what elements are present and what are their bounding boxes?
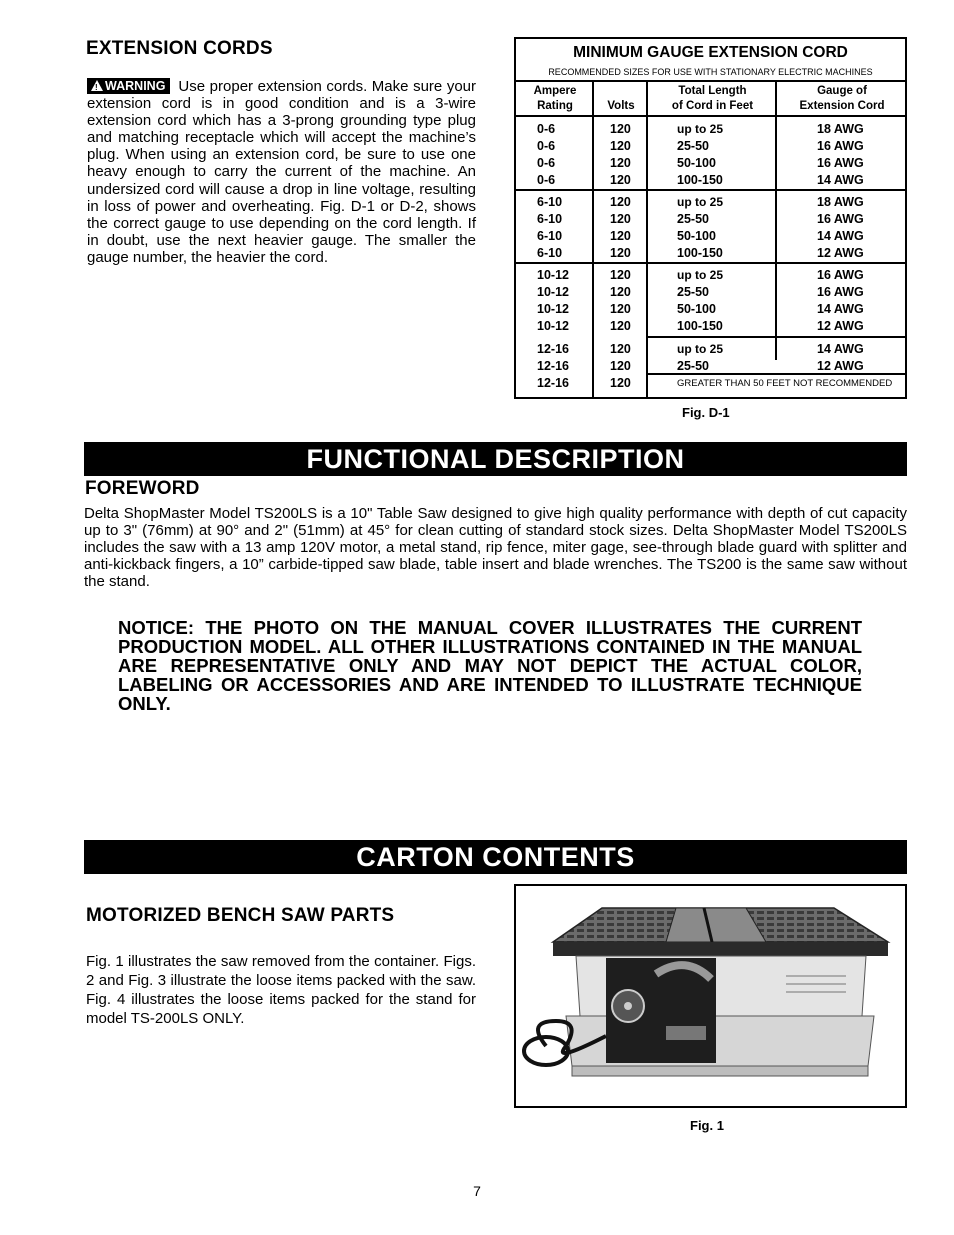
- table-divider: [516, 262, 905, 264]
- cell-volts: 120: [610, 139, 631, 154]
- table-col-divider: [646, 80, 648, 397]
- motorized-bench-saw-parts-heading: MOTORIZED BENCH SAW PARTS: [86, 905, 395, 926]
- cell-length: 25-50: [677, 212, 709, 227]
- cell-length: 50-100: [677, 302, 716, 317]
- cell-gauge: 14 AWG: [817, 342, 864, 356]
- cell-volts: 120: [610, 268, 631, 282]
- cell-length: 100-150: [677, 319, 723, 334]
- notice-text: NOTICE: THE PHOTO ON THE MANUAL COVER ILLUSTRATES THE CURRENT PRODUCTION MODEL. ALL OTHER ILLUSTRATIONS CONTAINED IN THE MANUAL ARE REPRESENTATIVE ONLY AND MAY NOT DEPICT THE ACTUAL COLOR, LABELING OR ACCESSORIES AND ARE INTENDED TO ILLUSTRATE TECHNIQUE ONLY.: [118, 617, 862, 714]
- fig-1-caption: Fig. 1: [690, 1118, 724, 1133]
- col-header-gauge-line2: Extension Cord: [799, 99, 885, 112]
- cell-length: 100-150: [677, 173, 723, 188]
- cell-length: up to 25: [677, 122, 724, 136]
- cell-length: 50-100: [677, 156, 716, 171]
- cell-ampere: 12-16: [537, 359, 569, 374]
- cell-gauge: 18 AWG: [817, 195, 864, 209]
- cell-volts: 120: [610, 302, 631, 317]
- not-recommended-note: GREATER THAN 50 FEET NOT RECOMMENDED: [677, 378, 893, 389]
- cell-ampere: 6-10: [537, 229, 563, 244]
- cell-length: 25-50: [677, 359, 709, 374]
- cell-volts: 120: [610, 285, 631, 300]
- carton-contents-paragraph: Fig. 1 illustrates the saw removed from the container. Figs. 2 and Fig. 3 illustrate the loose items packed with the saw. Fig. 4 illustrates the loose items packed for the stand for model TS-200LS ONLY.: [86, 953, 476, 1027]
- cell-ampere: 0-6: [537, 173, 556, 188]
- cell-ampere: 10-12: [537, 285, 569, 300]
- cell-ampere: 10-12: [537, 268, 569, 282]
- col-header-length: [648, 84, 777, 113]
- extension-cords-text: Use proper extension cords. Make sure your extension cord is in good condition and is a 3-wire extension cord which has a 3-prong grounding type plug and matching receptacle which will accept the machine’s plug. When using an extension cord, be sure to use one heavy enough to carry the current of the machine. An undersized cord will cause a drop in line voltage, resulting in loss of power and overheating. Fig. D-1 or D-2, shows the correct gauge to use depending on the cord length. If in doubt, use the next heavier gauge. The smaller the gauge number, the heavier the cord.: [87, 78, 476, 266]
- cell-gauge: 14 AWG: [817, 229, 864, 244]
- cell-volts: 120: [610, 359, 631, 374]
- foreword-paragraph: Delta ShopMaster Model TS200LS is a 10" Table Saw designed to give high quality performance with depth of cut capacity up to 3" (76mm) at 90° and 2" (51mm) at 45° for clean cutting of standard stock sizes. Delta ShopMaster Model TS200LS includes the saw with a 13 amp 120V motor, a metal stand, rip fence, miter gage, see-through blade guard with splitter and anti-kickback fingers, a 10” carbide-tipped saw blade, table insert and blade wrenches. The TS200 is the same saw without the stand.: [84, 505, 907, 591]
- cell-volts: 120: [610, 342, 631, 356]
- cell-gauge: 12 AWG: [817, 246, 864, 261]
- cell-length: 25-50: [677, 139, 709, 154]
- warning-label: WARNING: [105, 79, 166, 93]
- cell-length: up to 25: [677, 342, 724, 356]
- col-header-gauge: [777, 84, 907, 113]
- cell-gauge: 16 AWG: [817, 139, 864, 154]
- warning-badge: [87, 78, 170, 94]
- cell-gauge: 14 AWG: [817, 302, 864, 317]
- cell-ampere: 6-10: [537, 195, 563, 209]
- cell-ampere: 12-16: [537, 342, 569, 356]
- col-header-ampere-line1: Ampere: [533, 85, 577, 97]
- table-divider: [516, 115, 905, 117]
- cell-ampere: 10-12: [537, 319, 569, 334]
- functional-description-banner: FUNCTIONAL DESCRIPTION: [84, 442, 907, 476]
- table-divider: [646, 373, 905, 375]
- cell-length: 25-50: [677, 285, 709, 300]
- cell-ampere: 0-6: [537, 156, 556, 171]
- cell-volts: 120: [610, 246, 631, 261]
- extension-cords-heading: EXTENSION CORDS: [86, 38, 273, 59]
- cell-volts: 120: [610, 212, 631, 227]
- cell-ampere: 10-12: [537, 302, 569, 317]
- table-saw-illustration: [516, 886, 905, 1106]
- cell-volts: 120: [610, 195, 631, 209]
- cell-gauge: 12 AWG: [817, 359, 864, 374]
- cell-volts: 120: [610, 173, 631, 188]
- warning-triangle-icon: [91, 80, 103, 91]
- table-col-divider: [592, 80, 594, 397]
- cell-gauge: 14 AWG: [817, 173, 864, 188]
- cell-ampere: 12-16: [537, 376, 569, 391]
- col-header-ampere-line2: Rating: [537, 99, 573, 112]
- cell-length: up to 25: [677, 195, 724, 209]
- cell-gauge: 12 AWG: [817, 319, 864, 334]
- carton-contents-banner: CARTON CONTENTS: [84, 840, 907, 874]
- table-divider: [516, 80, 905, 82]
- table-col-divider: [775, 80, 777, 360]
- cell-ampere: 6-10: [537, 212, 563, 227]
- gauge-table-title: MINIMUM GAUGE EXTENSION CORD: [573, 44, 848, 61]
- cell-gauge: 18 AWG: [817, 122, 864, 136]
- fig-d1-caption: Fig. D-1: [682, 405, 730, 420]
- cell-gauge: 16 AWG: [817, 156, 864, 171]
- cell-volts: 120: [610, 156, 631, 171]
- cell-length: 50-100: [677, 229, 716, 244]
- col-header-ampere: [516, 84, 594, 113]
- cell-ampere: 6-10: [537, 246, 563, 261]
- table-saw-photo: [514, 884, 907, 1108]
- foreword-heading: FOREWORD: [85, 478, 200, 499]
- cell-gauge: 16 AWG: [817, 285, 864, 300]
- cell-ampere: 0-6: [537, 139, 556, 154]
- cell-ampere: 0-6: [537, 122, 556, 136]
- col-header-volts: Volts: [607, 100, 635, 112]
- cell-volts: 120: [610, 376, 631, 391]
- gauge-table: [514, 37, 907, 399]
- cell-gauge: 16 AWG: [817, 268, 864, 282]
- cell-volts: 120: [610, 319, 631, 334]
- cell-gauge: 16 AWG: [817, 212, 864, 227]
- col-header-length-line1: Total Length: [678, 85, 747, 97]
- page-number: 7: [473, 1183, 481, 1199]
- col-header-gauge-line1: Gauge of: [817, 85, 867, 97]
- gauge-table-subtitle: RECOMMENDED SIZES FOR USE WITH STATIONARY ELECTRIC MACHINES: [548, 67, 873, 77]
- cell-length: 100-150: [677, 246, 723, 261]
- col-header-length-line2: of Cord in Feet: [671, 99, 754, 112]
- extension-cords-paragraph: [87, 78, 476, 266]
- cell-volts: 120: [610, 122, 631, 136]
- cell-volts: 120: [610, 229, 631, 244]
- cell-length: up to 25: [677, 268, 724, 282]
- table-divider: [516, 189, 905, 191]
